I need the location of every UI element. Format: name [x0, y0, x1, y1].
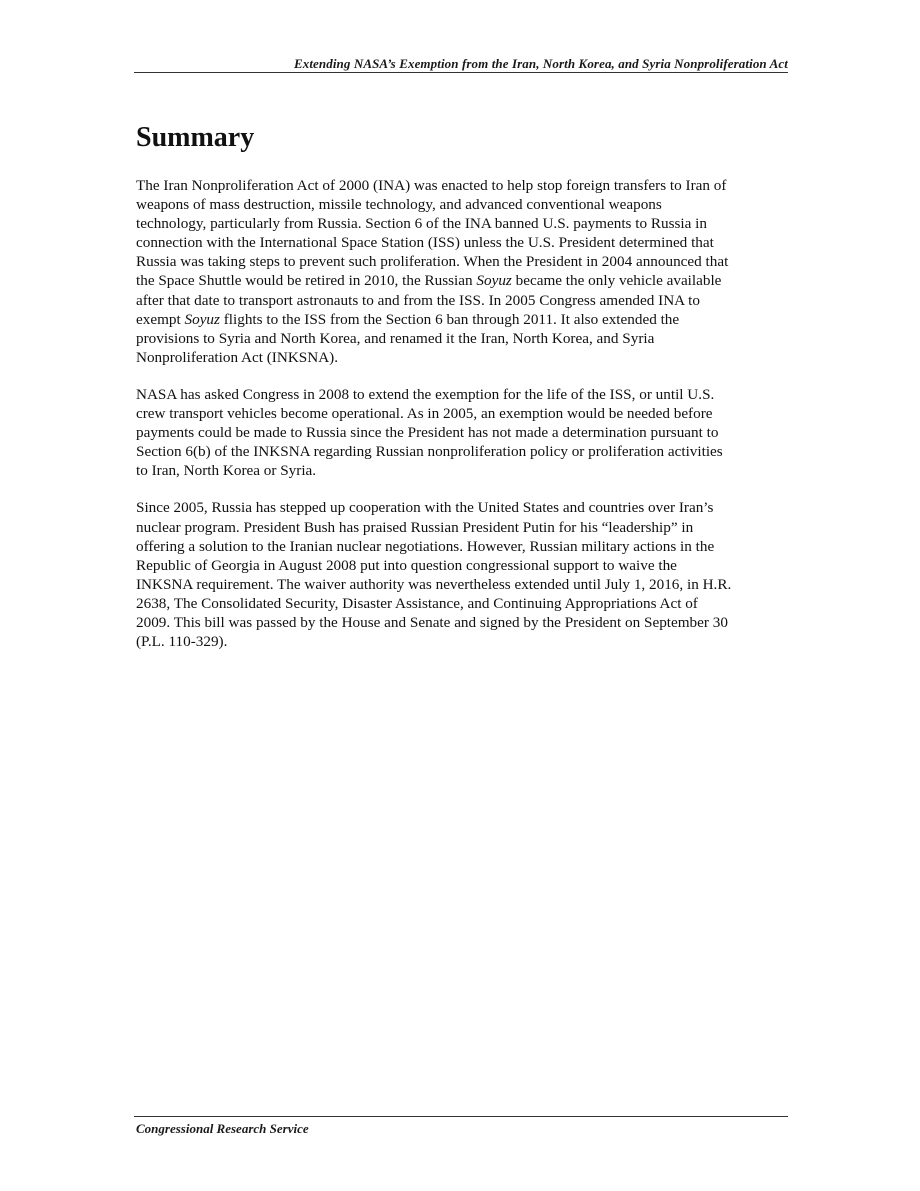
running-header: Extending NASA’s Exemption from the Iran, North Korea, and Syria Nonproliferation Act: [293, 56, 788, 71]
text-line: Russia was taking steps to prevent such proliferation. When the President in 2004 announced that: [136, 253, 729, 271]
text-line: to Iran, North Korea or Syria.: [136, 462, 317, 480]
text-line: provisions to Syria and North Korea, and renamed it the Iran, North Korea, and Syria: [136, 329, 655, 347]
summary-body: [136, 176, 786, 669]
text-line: 2638, The Consolidated Security, Disaster Assistance, and Continuing Appropriations Act of: [136, 594, 698, 612]
text-line: payments could be made to Russia since the President has not made a determination pursuant to: [136, 424, 719, 442]
text-line: weapons of mass destruction, missile technology, and advanced conventional weapons: [136, 196, 662, 214]
text-line: NASA has asked Congress in 2008 to extend the exemption for the life of the ISS, or until U.S.: [136, 385, 715, 403]
section-title: Summary: [136, 122, 255, 153]
text-line: connection with the International Space Station (ISS) unless the U.S. President determined that: [136, 234, 714, 252]
italic-term: Soyuz: [184, 310, 220, 328]
text-line: Republic of Georgia in August 2008 put into question congressional support to waive the: [136, 556, 677, 574]
paragraph-3: [136, 498, 786, 651]
text-line: technology, particularly from Russia. Section 6 of the INA banned U.S. payments to Russia in: [136, 215, 707, 233]
text-line: the Space Shuttle would be retired in 2010, the Russian Soyuz became the only vehicle available: [136, 272, 722, 290]
header-rule: [134, 72, 788, 73]
text-line: Since 2005, Russia has stepped up cooperation with the United States and countries over Iran’s: [136, 499, 714, 517]
text-line: Section 6(b) of the INKSNA regarding Russian nonproliferation policy or proliferation activities: [136, 443, 723, 461]
paragraph-2: [136, 385, 786, 480]
text-line: nuclear program. President Bush has praised Russian President Putin for his “leadership” in: [136, 518, 694, 536]
text-line: INKSNA requirement. The waiver authority was nevertheless extended until July 1, 2016, in H.R.: [136, 575, 732, 593]
text-line: after that date to transport astronauts to and from the ISS. In 2005 Congress amended INA to: [136, 291, 700, 309]
running-footer: Congressional Research Service: [136, 1121, 309, 1136]
italic-term: Soyuz: [476, 272, 512, 290]
text-line: crew transport vehicles become operational. As in 2005, an exemption would be needed before: [136, 405, 713, 423]
text-line: (P.L. 110-329).: [136, 633, 228, 651]
text-line: The Iran Nonproliferation Act of 2000 (INA) was enacted to help stop foreign transfers to Iran of: [136, 177, 727, 194]
text-line: 2009. This bill was passed by the House and Senate and signed by the President on September 30: [136, 613, 728, 631]
text-line: Nonproliferation Act (INKSNA).: [136, 348, 339, 366]
text-line: offering a solution to the Iranian nuclear negotiations. However, Russian military actions in the: [136, 537, 715, 555]
paragraph-1: [136, 176, 786, 367]
text-line: exempt Soyuz flights to the ISS from the Section 6 ban through 2011. It also extended the: [136, 310, 680, 328]
footer-rule: [134, 1116, 788, 1117]
